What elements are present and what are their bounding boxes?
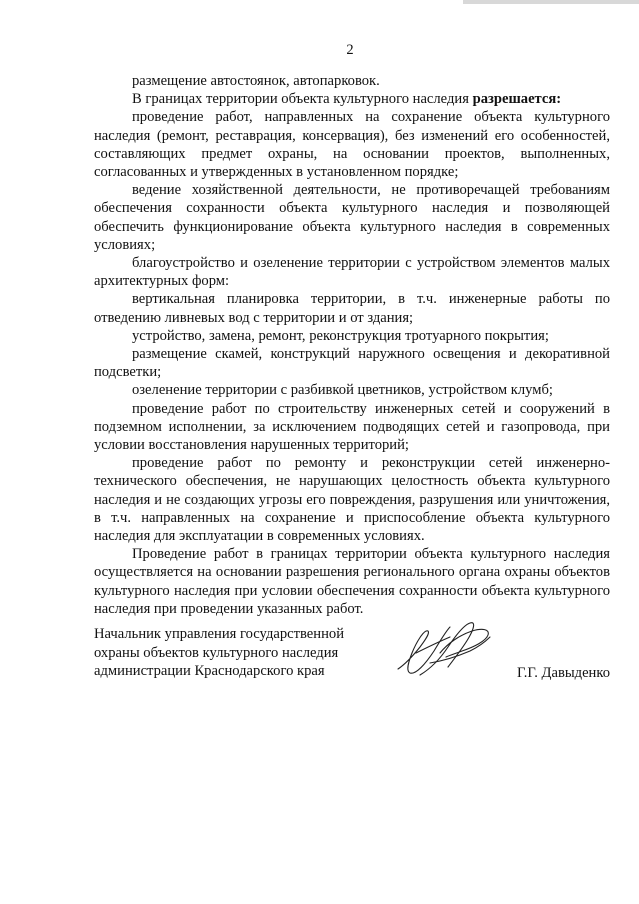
signer-title-line: охраны объектов культурного наследия <box>94 644 339 661</box>
allowed-item: благоустройство и озеленение территории с устройством элементов малых архитектурных форм: <box>94 255 610 290</box>
signer-name: Г.Г. Давыденко <box>516 665 610 681</box>
signer-title-line: Начальник управления государственной <box>94 626 345 642</box>
allowed-item: ведение хозяйственной деятельности, не противоречащей требованиям обеспечения сохранности объекта культурного наследия и позволяющей обеспечить функционирование объекта культурного наследия в современных условиях; <box>94 182 610 253</box>
allowed-item: проведение работ, направленных на сохранение объекта культурного наследия (ремонт, реставрация, консервация), без изменений его особенностей, составляющих предмет охраны, на основании проектов, выполненных, согласованных и утвержденных в установленном порядке; <box>94 109 610 181</box>
closing-paragraph: Проведение работ в границах территории объекта культурного наследия осуществляется на основании разрешения регионального органа охраны объектов культурного наследия при условии обеспечения сохранности объекта культурного наследия при проведении указанных работ. <box>94 546 610 617</box>
allowed-heading-text: В границах территории объекта культурного наследия <box>132 91 473 108</box>
allowed-item: проведение работ по ремонту и реконструкции сетей инженерно-технического обеспечения, не нарушающих целостность объекта культурного наследия и не создающих угрозы его повреждения, разрушения или уничтожения, в т.ч. направленных на сохранение и приспособление объекта культурного наследия для эксплуатации в современных условиях. <box>94 455 610 545</box>
allowed-heading <box>94 90 610 108</box>
allowed-item: озеленение территории с разбивкой цветников, устройством клумб; <box>132 382 553 399</box>
allowed-item: устройство, замена, ремонт, реконструкция тротуарного покрытия; <box>132 327 549 344</box>
handwritten-signature <box>390 613 498 685</box>
signer-title <box>94 625 384 681</box>
intro-line: размещение автостоянок, автопарковок. <box>132 73 380 89</box>
signature-block <box>94 625 610 695</box>
allowed-item: проведение работ по строительству инженерных сетей и сооружений в подземном исполнении, за исключением подводящих сетей и газопровода, при условии восстановления нарушенных территорий; <box>94 400 610 454</box>
allowed-item: размещение скамей, конструкций наружного освещения и декоративной подсветки; <box>94 346 610 381</box>
document-body <box>94 72 610 618</box>
signer-title-line: администрации Краснодарского края <box>94 663 325 680</box>
page-number: 2 <box>346 42 354 58</box>
scan-edge-mark <box>463 0 639 4</box>
allowed-item: вертикальная планировка территории, в т.ч. инженерные работы по отведению ливневых вод с территории и от здания; <box>94 291 610 326</box>
allowed-heading-bold: разрешается: <box>472 91 562 108</box>
